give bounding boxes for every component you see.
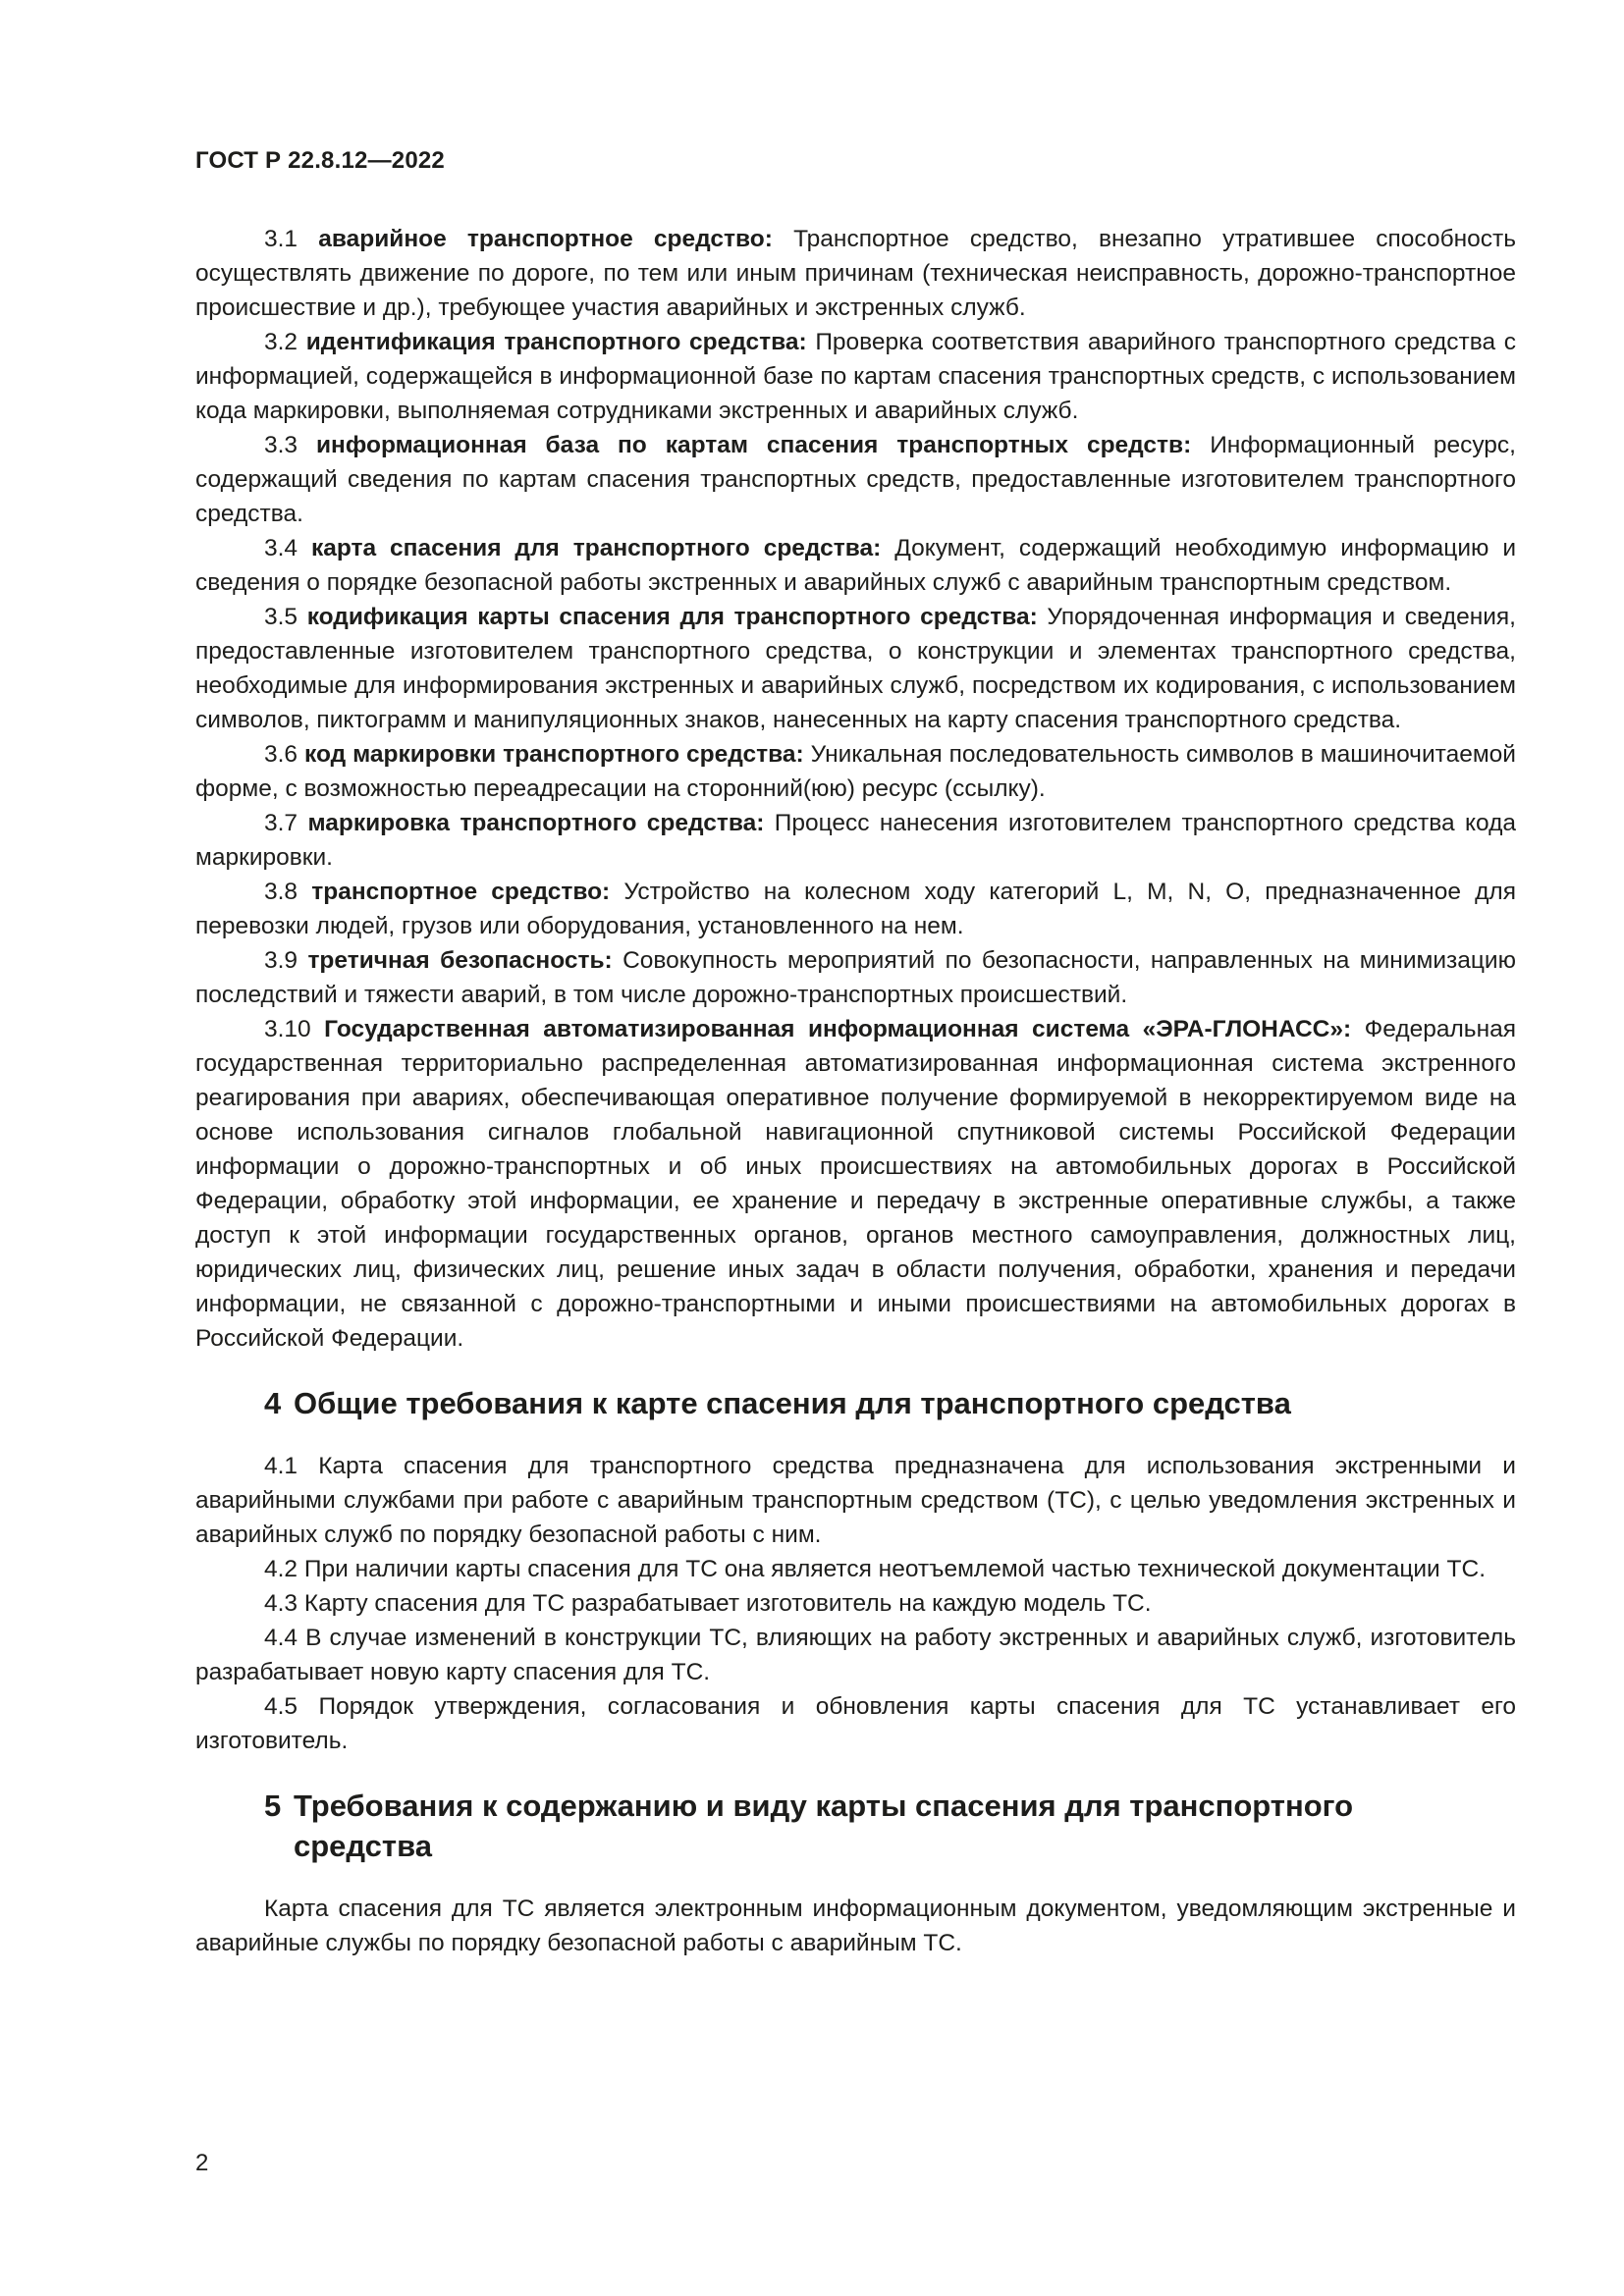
defined-term: карта спасения для транспортного средства:: [310, 535, 882, 561]
defined-term: идентификация транспортного средства:: [305, 329, 807, 355]
clause-number: 3.8: [264, 879, 298, 905]
definition-text: Упорядоченная информация и сведения, предоставленные изготовителем транспортного средства, о конструкции и элементах транспортного средства, необходимые для информирования экстренных и аварийных служб, посредством их кодирования, с использованием символов, пиктограмм и манипуляционных знаков, нанесенных на карту спасения транспортного средства.: [195, 604, 1516, 733]
definition-3-10: [195, 1012, 1516, 1356]
clause-number: 3.5: [264, 604, 298, 630]
section-number: 5: [264, 1789, 282, 1823]
section-title: Требования к содержанию и виду карты спасения для транспортного средства: [294, 1789, 1354, 1863]
clause-number: 3.3: [264, 432, 298, 458]
clause-number: 3.4: [264, 535, 298, 561]
clause-number: 3.2: [264, 329, 298, 355]
definition-text: Документ, содержащий необходимую информацию и сведения о порядке безопасной работы экстренных и аварийных служб с аварийным транспортным средством.: [195, 535, 1517, 596]
clause-4-3: [195, 1586, 1516, 1621]
definition-text: Информационный ресурс, содержащий сведения по картам спасения транспортных средств, предоставленные изготовителем транспортного средства.: [195, 432, 1516, 527]
section-4-heading: [195, 1383, 1516, 1423]
definition-text: Устройство на колесном ходу категорий L, M, N, O, предназначенное для перевозки людей, грузов или оборудования, установленного на нем.: [195, 879, 1516, 939]
clause-number: 4.1: [264, 1453, 298, 1479]
clause-text: Порядок утверждения, согласования и обновления карты спасения для ТС устанавливает его изготовитель.: [195, 1693, 1516, 1754]
definition-3-4: [195, 531, 1516, 600]
defined-term: транспортное средство:: [311, 879, 611, 905]
spacer: [195, 1356, 1516, 1383]
defined-term: третичная безопасность:: [307, 947, 613, 974]
clause-4-2: [195, 1552, 1516, 1586]
definition-3-8: [195, 875, 1516, 943]
definition-3-5: [195, 600, 1516, 737]
definition-text: Федеральная государственная территориально распределенная автоматизированная информационная система экстренного реагирования при авариях, обеспечивающая оперативное получение формируемой в некорректируемом виде на основе использования сигналов глобальной навигационной спутниковой системы Российской Федерации информации о дорожно-транспортных и об иных происшествиях на автомобильных дорогах в Российской Федерации, обработку этой информации, ее хранение и передачу в экстренные оперативные службы, а также доступ к этой информации государственных органов, органов местного самоуправления, должностных лиц, юридических лиц, физических лиц, решение иных задач в области получения, обработки, хранения и передачи информации, не связанной с дорожно-транспортными и иными происшествиями на автомобильных дорогах в Российской Федерации.: [195, 1016, 1516, 1352]
definition-3-9: [195, 943, 1516, 1012]
defined-term: Государственная автоматизированная информационная система «ЭРА-ГЛОНАСС»:: [324, 1016, 1352, 1042]
clause-4-5: [195, 1689, 1516, 1758]
definition-3-3: [195, 428, 1516, 531]
clause-number: 3.10: [264, 1016, 311, 1042]
definition-3-6: [195, 737, 1516, 806]
clause-4-1: [195, 1449, 1516, 1552]
clause-text: Карту спасения для ТС разрабатывает изготовитель на каждую модель ТС.: [298, 1590, 1152, 1617]
section-5-intro: Карта спасения для ТС является электронным информационным документом, уведомляющим экстренные и аварийные службы по порядку безопасной работы с аварийным ТС.: [195, 1896, 1516, 1956]
defined-term: аварийное транспортное средство:: [318, 226, 773, 252]
definition-text: Уникальная последовательность символов в машиночитаемой форме, с возможностью переадресации на сторонний(юю) ресурс (ссылку).: [195, 741, 1516, 802]
clause-number: 3.9: [264, 947, 298, 974]
definition-3-7: [195, 806, 1516, 875]
definition-text: Проверка соответствия аварийного транспортного средства с информацией, содержащейся в информационной базе по картам спасения транспортных средств, с использованием кода маркировки, выполняемая сотрудниками экстренных и аварийных служб.: [195, 329, 1517, 424]
defined-term: информационная база по картам спасения транспортных средств:: [316, 432, 1192, 458]
clause-text: При наличии карты спасения для ТС она является неотъемлемой частью технической документации ТС.: [298, 1556, 1487, 1582]
section-5-heading: [195, 1786, 1516, 1866]
standard-header: ГОСТ Р 22.8.12—2022: [195, 147, 445, 174]
clause-text: Карта спасения для транспортного средства предназначена для использования экстренными и аварийными службами при работе с аварийным транспортным средством (ТС), с целью уведомления экстренных и аварийных служб по порядку безопасной работы с ним.: [195, 1453, 1516, 1548]
clause-number: 3.7: [264, 810, 298, 836]
spacer: [195, 1423, 1516, 1449]
defined-term: код маркировки транспортного средства:: [304, 741, 804, 768]
clause-number: 4.3: [264, 1590, 298, 1617]
definition-text: Процесс нанесения изготовителем транспортного средства кода маркировки.: [195, 810, 1516, 871]
page-number: 2: [195, 2150, 209, 2176]
definition-3-1: [195, 222, 1516, 325]
clause-number: 3.6: [264, 741, 298, 768]
defined-term: маркировка транспортного средства:: [307, 810, 765, 836]
clause-number: 4.2: [264, 1556, 298, 1582]
clause-number: 3.1: [264, 226, 298, 252]
clause-4-4: [195, 1621, 1516, 1689]
definition-3-2: [195, 325, 1516, 428]
definition-text: Совокупность мероприятий по безопасности, направленных на минимизацию последствий и тяжести аварий, в том числе дорожно-транспортных происшествий.: [195, 947, 1516, 1008]
page-content: [195, 222, 1516, 1960]
section-number: 4: [264, 1386, 282, 1420]
definition-text: Транспортное средство, внезапно утратившее способность осуществлять движение по дороге, по тем или иным причинам (техническая неисправность, дорожно-транспортное происшествие и др.), требующее участия аварийных и экстренных служб.: [195, 226, 1517, 321]
section-title: Общие требования к карте спасения для транспортного средства: [294, 1386, 1291, 1420]
clause-number: 4.5: [264, 1693, 298, 1720]
spacer: [195, 1758, 1516, 1786]
clause-number: 4.4: [264, 1625, 298, 1651]
defined-term: кодификация карты спасения для транспортного средства:: [306, 604, 1038, 630]
spacer: [195, 1866, 1516, 1892]
clause-text: В случае изменений в конструкции ТС, влияющих на работу экстренных и аварийных служб, изготовитель разрабатывает новую карту спасения для ТС.: [195, 1625, 1516, 1685]
